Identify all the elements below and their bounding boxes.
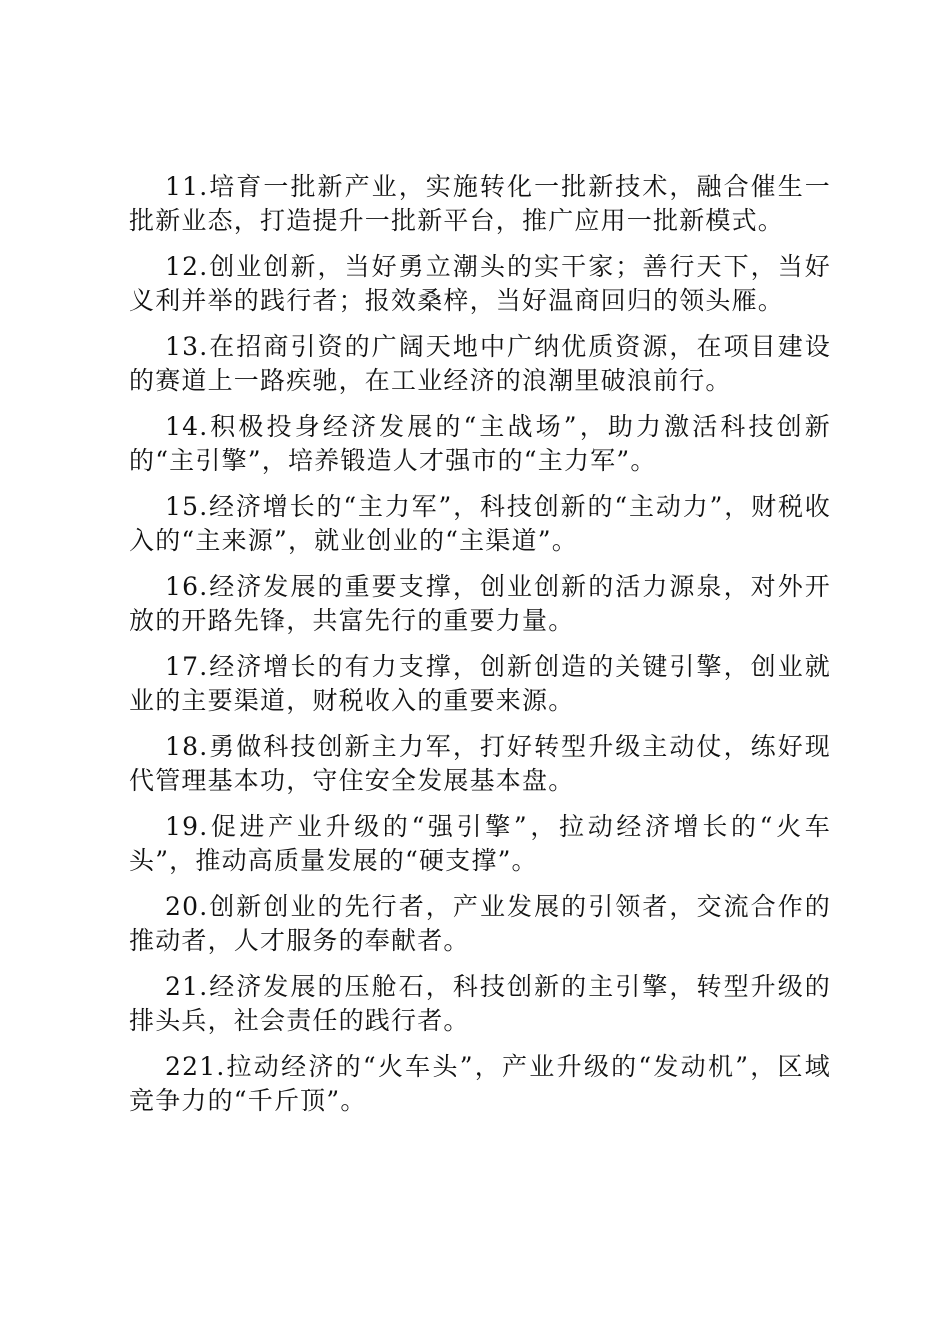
paragraph-20: 20.创新创业的先行者，产业发展的引领者，交流合作的推动者，人才服务的奉献者。 (129, 892, 831, 955)
paragraph-15: 15.经济增长的“主力军”，科技创新的“主动力”，财税收入的“主来源”，就业创业的“主渠道”。 (129, 492, 831, 555)
paragraph-12: 12.创业创新，当好勇立潮头的实干家；善行天下，当好义利并举的践行者；报效桑梓，当好温商回归的领头雁。 (129, 252, 831, 315)
paragraph-18: 18.勇做科技创新主力军，打好转型升级主动仗，练好现代管理基本功，守住安全发展基本盘。 (129, 732, 831, 795)
paragraph-21: 21.经济发展的压舱石，科技创新的主引擎，转型升级的排头兵，社会责任的践行者。 (129, 972, 831, 1035)
paragraph-14: 14.积极投身经济发展的“主战场”，助力激活科技创新的“主引擎”，培养锻造人才强市的“主力军”。 (129, 412, 831, 475)
paragraph-11: 11.培育一批新产业，实施转化一批新技术，融合催生一批新业态，打造提升一批新平台，推广应用一批新模式。 (129, 172, 831, 235)
paragraph-16: 16.经济发展的重要支撑，创业创新的活力源泉，对外开放的开路先锋，共富先行的重要力量。 (129, 572, 831, 635)
paragraph-221: 221.拉动经济的“火车头”，产业升级的“发动机”，区域竞争力的“千斤顶”。 (129, 1052, 831, 1115)
document-page (129, 170, 831, 1130)
paragraph-13: 13.在招商引资的广阔天地中广纳优质资源，在项目建设的赛道上一路疾驰，在工业经济的浪潮里破浪前行。 (129, 332, 831, 395)
paragraph-19: 19.促进产业升级的“强引擎”，拉动经济增长的“火车头”，推动高质量发展的“硬支撑”。 (129, 812, 831, 875)
paragraph-17: 17.经济增长的有力支撑，创新创造的关键引擎，创业就业的主要渠道，财税收入的重要来源。 (129, 652, 831, 715)
